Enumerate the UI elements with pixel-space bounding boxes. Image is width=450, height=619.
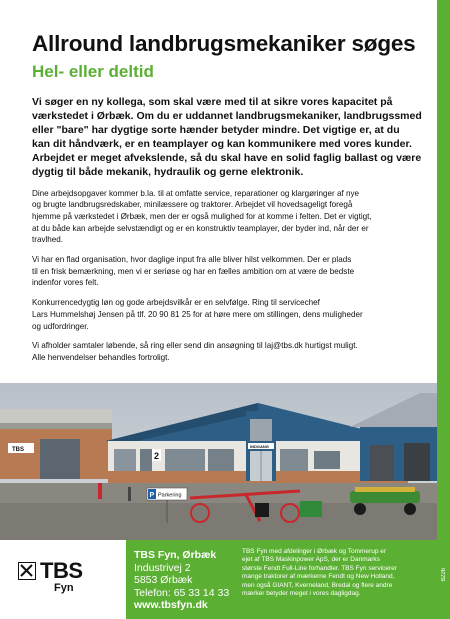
body-line: og udfordringer.: [32, 321, 89, 331]
job-ad-text: [32, 30, 427, 364]
body-line: Lars Hummelshøj Jensen på tlf. 20 90 81 25 for at høre mere om stillingen, dens muligheder: [32, 309, 363, 319]
intro-line: eller "bare" har dygtige sorte hænder betyder mindre. Det vigtige er, at du: [32, 124, 400, 137]
logo-subtitle: Fyn: [54, 582, 74, 594]
body-line: Konkurrencedygtig løn og gode arbejdsvilkår er en selvfølge. Ring til servicechef: [32, 298, 320, 308]
body-line: Vi har en flad organisation, hvor daglige input fra alle bliver hilst velkommen. Der er plads: [32, 255, 352, 265]
subheadline: Hel- eller deltid: [32, 62, 154, 81]
intro-line: kan dit håndværk, er en teamplayer og kan kommunikere med vores kunder.: [32, 138, 412, 151]
about-line: mærker betyder meget i vores dagligdag.: [242, 590, 361, 598]
body-line: Dine arbejdsopgaver kommer b.la. til at omfatte service, reparationer og klargøringer af nye: [32, 188, 360, 198]
application-paragraph: [32, 340, 427, 363]
contact-block: [134, 549, 229, 612]
workshop-photo: [0, 383, 437, 540]
body-line: travlhed.: [32, 235, 64, 245]
workshop-building-illustration: [0, 383, 437, 540]
building-number: 2: [154, 451, 160, 461]
tbs-fyn-logo: [0, 540, 126, 619]
body-line: til en frisk bemærkning, men vi er seriøse og har en fælles ambition om at være de bedste: [32, 266, 355, 276]
tbs-wall-sign-label: TBS: [12, 447, 24, 453]
parking-sign-p: P: [149, 492, 155, 499]
ad-code: 8226: [441, 568, 447, 582]
website-link[interactable]: www.tbsfyn.dk: [134, 599, 208, 612]
body-line: hjemme på værkstedet i Ørbæk, men der er også mulighed for at komme i felten. Det er vigtigt,: [32, 211, 372, 221]
body-line: at du både kan arbejde selvstændigt og er en konstruktiv teamplayer, der byder ind, når der er: [32, 223, 369, 233]
intro-line: dygtig til både mekanik, hydraulik og gerne elektronik.: [32, 166, 304, 179]
tbs-logo-mark-icon: [18, 562, 36, 580]
tasks-paragraph: [32, 188, 427, 247]
entrance-sign: INDGANG: [250, 444, 269, 449]
body-line: Vi afholder samtaler løbende, så ring eller send din ansøgning til laj@tbs.dk hurtigst muligt.: [32, 341, 358, 351]
about-company: [242, 548, 427, 598]
body-line: indenfor vores felt.: [32, 278, 99, 288]
organisation-paragraph: [32, 254, 427, 289]
intro-paragraph: [32, 95, 427, 180]
parking-sign-label: Parkering: [158, 492, 182, 499]
about-line: men også GIANT, Kverneland, Bredal og flere andre: [242, 581, 393, 589]
postal-city: 5853 Ørbæk: [134, 574, 193, 587]
headline: Allround landbrugsmekaniker søges: [32, 31, 416, 56]
intro-line: Vi søger en ny kollega, som skal være med til at sikre vores kapacitet på: [32, 96, 393, 108]
about-line: TBS Fyn med afdelinger i Ørbæk og Tommerup er: [242, 548, 387, 555]
about-line: største Fendt Full-Line forhandler. TBS Fyn servicerer: [242, 564, 397, 572]
footer-band: [0, 540, 437, 619]
about-line: ejet af TBS Maskinpower ApS, der er Danmarks: [242, 556, 380, 564]
green-accent-bar: [437, 0, 450, 619]
salary-paragraph: [32, 297, 427, 332]
body-line: Alle henvendelser behandles fortroligt.: [32, 353, 170, 362]
street-address: Industrivej 2: [134, 561, 191, 574]
logo-wordmark: TBS: [40, 558, 83, 583]
company-name: TBS Fyn, Ørbæk: [134, 549, 217, 561]
about-line: mange traktorer af mærkerne Fendt og New Holland,: [242, 573, 395, 581]
phone-number: Telefon: 65 33 14 33: [134, 586, 230, 599]
body-line: og brugte landbrugsredskaber, minilæssere og traktorer. Arbejdet vil hovedsageligt foregå: [32, 200, 353, 210]
intro-line: Arbejdet er meget afvekslende, så du skal have en solid faglig ballast og være: [32, 152, 422, 165]
intro-line: værkstedet i Ørbæk. Om du er uddannet landbrugsmekaniker, landbrugssmed: [32, 110, 422, 123]
